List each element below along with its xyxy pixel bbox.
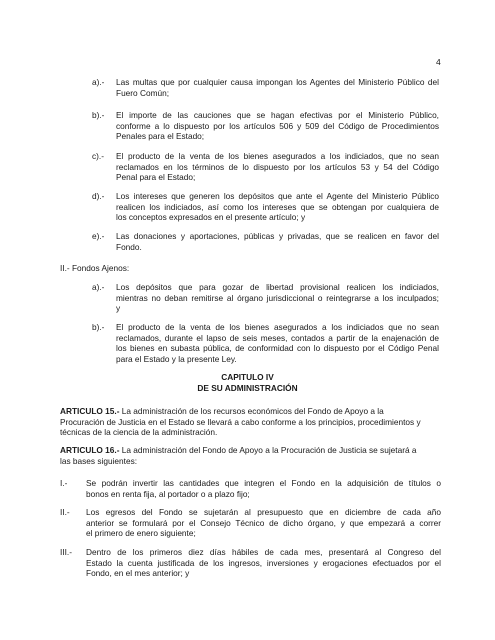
roman-item-i: I.- Se podrán invertir las cantidades que integren el Fondo en la adquisición de títulos o bonos en renta fija, al portador o a plazo fijo;: [60, 478, 441, 499]
article-16-heading: ARTICULO 16.-: [60, 445, 120, 455]
roman-item-iii: III.- Dentro de los primeros diez días hábiles de cada mes, presentará al Congreso del Estado la cuenta justificada de los ingresos, inversiones y erogaciones efectuados por el Fondo, en el mes anterior; y: [60, 547, 441, 579]
article-16: ARTICULO 16.- La administración del Fondo de Apoyo a la Procuración de Justicia se sujetará a las bases siguientes:: [60, 445, 417, 466]
roman-item-ii: II.- Los egresos del Fondo se sujetarán al presupuesto que en diciembre de cada año anterior se formulará por el Consejo Técnico de dicho órgano, y que empezará a correr el primero de enero siguiente;: [60, 507, 441, 539]
chapter-title: CAPITULO IV: [221, 372, 274, 382]
list-item-c: c).- El producto de la venta de los bienes asegurados a los indiciados, que no sean reclamados en los términos de lo dispuesto por los artículos 53 y 54 del Código Penal para el Estado;: [92, 151, 439, 183]
list-item-e: e).- Las donaciones y aportaciones, públicas y privadas, que se realicen en favor del Fondo.: [92, 231, 439, 252]
chapter-subtitle: DE SU ADMINISTRACIÓN: [197, 383, 298, 393]
list-item-ajenos-a: a).- Los depósitos que para gozar de libertad provisional realicen los indiciados, mientras no deban remitirse al órgano jurisdiccional o reintegrarse a los inculpados; y: [92, 282, 439, 314]
list-item-d: d).- Los intereses que generen los depósitos que ante el Agente del Ministerio Público realicen los indiciados, así como los intereses que se obtengan por cualquiera de los conceptos expresados en el presente artículo; y: [92, 191, 439, 223]
article-15-heading: ARTICULO 15.-: [60, 406, 120, 416]
article-15: ARTICULO 15.- La administración de los recursos económicos del Fondo de Apoyo a la Procuración de Justicia en el Estado se llevará a cabo conforme a los principios, procedimientos y técnicas de la ciencia de la administración.: [60, 406, 421, 438]
list-item-b: b).- El importe de las cauciones que se hagan efectivas por el Ministerio Público, conforme a lo dispuesto por los artículos 506 y 509 del Código de Procedimientos Penales para el Estado;: [92, 110, 439, 142]
list-item-a: a).- Las multas que por cualquier causa impongan los Agentes del Ministerio Público del Fuero Común;: [92, 77, 439, 98]
section-fondos-ajenos: II.- Fondos Ajenos:: [60, 263, 130, 273]
page-number: 4: [436, 57, 441, 67]
list-item-ajenos-b: b).- El producto de la venta de los bienes asegurados a los indiciados que no sean reclamados, durante el lapso de seis meses, contados a partir de la enajenación de los bienes en subasta pública, de conformidad con lo dispuesto por el Código Penal para el Estado y la presente Ley.: [92, 322, 439, 364]
